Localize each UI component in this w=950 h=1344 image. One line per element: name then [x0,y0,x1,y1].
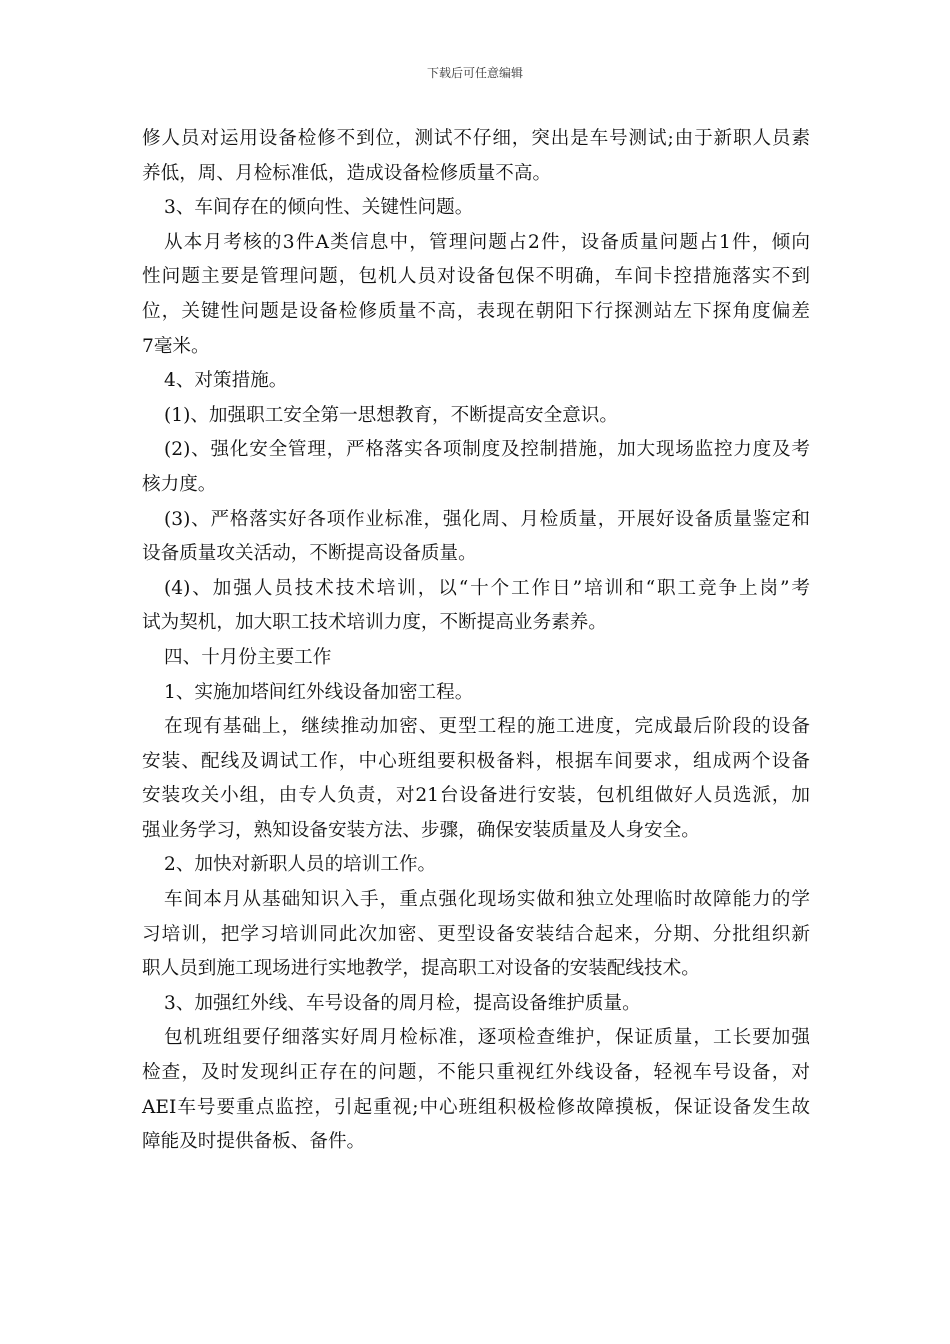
text-line: 养低，周、月检标准低，造成设备检修质量不高。 [142,162,552,184]
text-line: 试为契机，加大职工技术培训力度，不断提高业务素养。 [142,612,607,634]
text-line: AEI车号要重点监控，引起重视;中心班组积极检修故障摸板，保证设备发生故 [142,1096,810,1118]
text-line: 7毫米。 [142,335,210,357]
text-line: 在现有基础上，继续推动加密、更型工程的施工进度，完成最后阶段的设备 [164,716,810,738]
text-line: 安装攻关小组，由专人负责，对21台设备进行安装，包机组做好人员选派，加 [142,785,810,807]
section-heading: 3、加强红外线、车号设备的周月检，提高设备维护质量。 [164,992,641,1014]
list-item: (1)、加强职工安全第一思想教育，不断提高安全意识。 [164,404,618,426]
text-line: 性问题主要是管理问题，包机人员对设备包保不明确，车间卡控措施落实不到 [142,266,810,288]
text-line: 障能及时提供备板、备件。 [142,1131,366,1153]
text-line: 习培训，把学习培训同此次加密、更型设备安装结合起来，分期、分批组织新 [142,923,810,945]
list-item: (3)、严格落实好各项作业标准，强化周、月检质量，开展好设备质量鉴定和 [164,508,810,530]
page-header: 下载后可任意编辑 [426,66,523,80]
text-line: 位，关键性问题是设备检修质量不高，表现在朝阳下行探测站左下探角度偏差 [142,300,810,322]
section-heading: 4、对策措施。 [164,370,288,392]
text-line: 职人员到施工现场进行实地教学，提高职工对设备的安装配线技术。 [142,958,700,980]
text-line: 从本月考核的3件A类信息中，管理问题占2件，设备质量问题占1件，倾向 [164,231,810,253]
section-heading: 3、车间存在的倾向性、关键性问题。 [164,197,474,219]
list-item: (2)、强化安全管理，严格落实各项制度及控制措施，加大现场监控力度及考 [164,439,810,461]
text-line: 检查，及时发现纠正存在的问题，不能只重视红外线设备，轻视车号设备，对 [142,1062,810,1084]
text-line: 车间本月从基础知识入手，重点强化现场实做和独立处理临时故障能力的学 [164,889,810,911]
section-heading: 四、十月份主要工作 [164,646,332,668]
list-item: (4)、加强人员技术技术培训，以“十个工作日”培训和“职工竞争上岗”考 [164,577,810,599]
text-line: 包机班组要仔细落实好周月检标准，逐项检查维护，保证质量，工长要加强 [164,1027,810,1049]
text-line: 核力度。 [142,473,217,495]
text-line: 修人员对运用设备检修不到位，测试不仔细，突出是车号测试;由于新职人员素 [142,128,810,149]
text-line: 强业务学习，熟知设备安装方法、步骤，确保安装质量及人身安全。 [142,819,700,841]
text-line: 安装、配线及调试工作，中心班组要积极备料，根据车间要求，组成两个设备 [142,750,810,772]
document-body [142,122,810,1160]
section-heading: 1、实施加塔间红外线设备加密工程。 [164,681,474,703]
text-line: 设备质量攻关活动，不断提高设备质量。 [142,543,477,565]
section-heading: 2、加快对新职人员的培训工作。 [164,854,437,876]
